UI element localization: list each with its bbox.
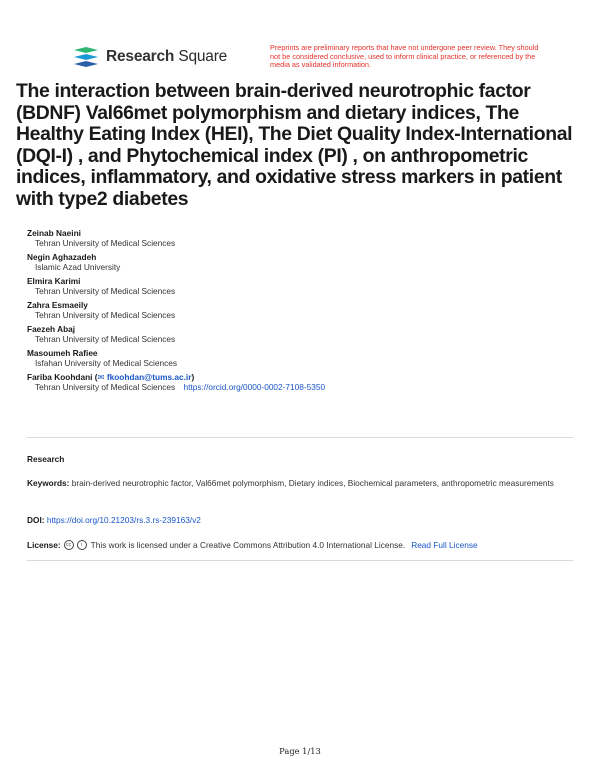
author-name: Negin Aghazadeh xyxy=(27,252,97,262)
corresponding-author-entry xyxy=(27,372,577,393)
article-type: Research xyxy=(27,454,65,464)
page-number: Page 1/13 xyxy=(279,746,321,756)
author-affiliation: Isfahan University of Medical Sciences xyxy=(35,358,178,368)
doi-link[interactable]: https://doi.org/10.21203/rs.3.rs-239163/v2 xyxy=(46,515,201,525)
license-label: License: xyxy=(27,540,61,550)
author-email-link[interactable]: fkoohdan@tums.ac.ir xyxy=(106,372,192,382)
author-affiliation: Tehran University of Medical Sciences xyxy=(35,334,176,344)
author-entry xyxy=(27,228,577,249)
author-affiliation: Tehran University of Medical Sciences xyxy=(35,310,176,320)
author-name: Faezeh Abaj xyxy=(27,324,76,334)
envelope-icon: ✉ xyxy=(97,372,105,382)
brand-name: Research Square xyxy=(106,48,228,65)
author-name: Elmira Karimi xyxy=(27,276,81,286)
paper-title: The interaction between brain-derived neurotrophic factor (BDNF) Val66met polymorphism and dietary indices, The Healthy Eating Index (HEI), The Diet Quality Index-International (DQI-I) , and Phytochemical index (PI) , on anthropometric indices, inflammatory, and oxidative stress markers in patient with type2 diabetes xyxy=(16,80,573,210)
author-affiliation xyxy=(35,382,577,393)
keywords-line xyxy=(27,477,575,490)
creative-commons-icon: cc xyxy=(64,540,74,550)
author-entry xyxy=(27,276,577,297)
author-name: Masoumeh Rafiee xyxy=(27,348,98,358)
doi-label: DOI: xyxy=(27,515,45,525)
attribution-icon: i xyxy=(77,540,87,550)
research-square-logo-icon xyxy=(74,47,100,67)
author-entry xyxy=(27,252,577,273)
author-name: Zeinab Naeini xyxy=(27,228,81,238)
divider xyxy=(27,437,573,438)
license-text: This work is licensed under a Creative Commons Attribution 4.0 International License. xyxy=(90,540,406,550)
license-line xyxy=(27,540,478,550)
keywords-text: brain-derived neurotrophic factor, Val66met polymorphism, Dietary indices, Biochemical parameters, anthropometric measurements xyxy=(71,478,554,488)
doi-line xyxy=(27,515,201,525)
author-entry xyxy=(27,324,577,345)
preprint-disclaimer: Preprints are preliminary reports that have not undergone peer review. They should not be considered conclusive, used to inform clinical practice, or referenced by the media as validated information. xyxy=(270,43,539,70)
divider xyxy=(27,560,573,561)
orcid-link[interactable]: https://orcid.org/0000-0002-7108-5350 xyxy=(183,382,326,392)
corresponding-author-name-text: Fariba Koohdani xyxy=(27,372,93,382)
author-affiliation: Islamic Azad University xyxy=(35,262,121,272)
author-entry xyxy=(27,348,577,369)
author-list xyxy=(27,228,577,396)
corresponding-affiliation-text: Tehran University of Medical Sciences xyxy=(35,382,176,392)
keywords-label: Keywords: xyxy=(27,478,70,488)
corresponding-author-name: Fariba Koohdani (✉ fkoohdan@tums.ac.ir) xyxy=(27,372,195,382)
author-affiliation: Tehran University of Medical Sciences xyxy=(35,238,176,248)
author-affiliation: Tehran University of Medical Sciences xyxy=(35,286,176,296)
author-entry xyxy=(27,300,577,321)
author-name: Zahra Esmaeily xyxy=(27,300,88,310)
read-full-license-link[interactable]: Read Full License xyxy=(411,540,478,550)
research-square-logo[interactable] xyxy=(74,47,227,67)
